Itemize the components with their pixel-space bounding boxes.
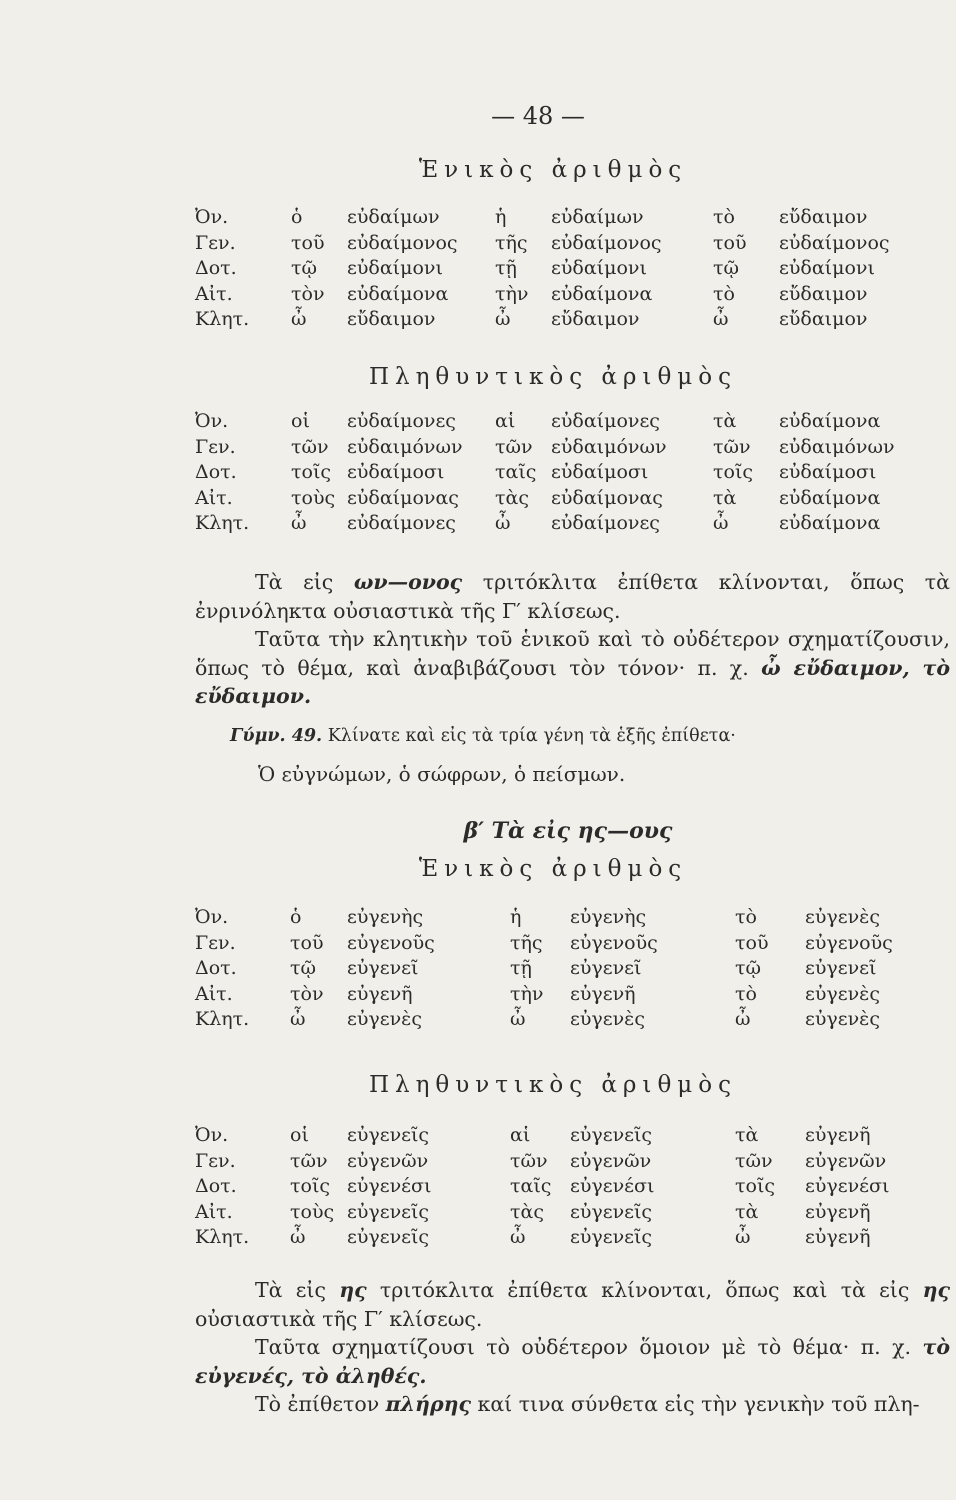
article-masc: τῷ [290, 957, 317, 979]
article-masc: ὦ [290, 1226, 306, 1248]
article-masc: ὁ [291, 206, 303, 228]
rule-text: Τὰ εἰς [255, 570, 354, 594]
article-masc: ὦ [290, 1008, 306, 1030]
rule-text: Τὰ εἰς [255, 1278, 340, 1302]
article-masc: τοὺς [290, 1200, 335, 1223]
form-neut: εὐγενοῦς [805, 931, 893, 954]
article-neut: τὰ [713, 410, 737, 432]
form-neut: εὐγενεῖ [805, 957, 877, 979]
article-fem: τῆς [510, 931, 543, 954]
table-row [195, 436, 915, 462]
article-neut: τὰ [735, 1200, 759, 1223]
article-neut: τῶν [713, 435, 751, 458]
article-fem: ὦ [495, 512, 511, 534]
rule-paragraphs-2 [195, 1276, 950, 1419]
case-label: Δοτ. [195, 257, 237, 279]
article-neut: τὸ [735, 982, 757, 1005]
case-label: Δοτ. [195, 1175, 237, 1197]
article-fem: ταῖς [510, 1175, 552, 1197]
article-neut: τὸ [735, 906, 757, 928]
article-masc: οἱ [290, 1124, 309, 1146]
case-label: Ὀν. [195, 1124, 229, 1146]
example-emphasis: ὦ εὔδαιμον, τὸ εὔδαιμον. [195, 655, 951, 708]
form-fem: εὐγενοῦς [570, 931, 658, 954]
declension-table-singular-1 [195, 206, 915, 334]
form-fem: εὐγενὲς [570, 1008, 645, 1030]
article-neut: τῷ [713, 257, 740, 279]
form-fem: εὐγενεῖς [570, 1124, 653, 1146]
case-label: Αἰτ. [195, 486, 233, 509]
ending-emphasis: ης [339, 1278, 367, 1302]
form-neut: εὐδαίμονος [779, 231, 890, 254]
exercise-text: Κλίνατε καὶ εἰς τὰ τρία γένη τὰ ἑξῆς ἐπίθετα· [322, 726, 736, 746]
ending-emphasis: ων—ονος [353, 570, 463, 594]
case-label: Δοτ. [195, 461, 237, 483]
form-fem: εὐδαίμονι [551, 257, 647, 279]
table-row [195, 232, 915, 258]
article-neut: ὦ [713, 512, 729, 534]
form-masc: εὐγενεῖ [347, 957, 419, 979]
table-row [195, 512, 915, 538]
article-neut: τοῦ [713, 231, 747, 254]
form-neut: εὐδαίμονι [779, 257, 875, 279]
form-masc: εὔδαιμον [347, 308, 436, 330]
form-fem: εὐδαιμόνων [551, 435, 667, 458]
form-masc: εὐγενὲς [347, 1008, 422, 1030]
article-masc: τοῖς [290, 1175, 331, 1197]
form-neut: εὐγενέσι [805, 1175, 890, 1197]
case-label: Αἰτ. [195, 982, 233, 1005]
form-neut: εὐδαίμονα [779, 410, 881, 432]
form-masc: εὐγενῶν [347, 1149, 429, 1172]
case-label: Γεν. [195, 931, 236, 954]
form-fem: εὐγενῆ [570, 982, 636, 1005]
declension-table-plural-1 [195, 410, 915, 538]
form-neut: εὐγενὲς [805, 1008, 880, 1030]
article-fem: τῇ [510, 957, 532, 979]
case-label: Κλητ. [195, 1226, 250, 1248]
page-number: — 48 — [491, 102, 585, 130]
article-fem: τὴν [495, 282, 529, 305]
article-masc: ὁ [290, 906, 302, 928]
table-row [195, 906, 915, 932]
singular-heading-2: Ἑνικὸς ἀριθμὸς [418, 856, 688, 882]
rule-text: οὐσιαστικὰ τῆς Γ′ κλίσεως. [195, 1306, 483, 1331]
article-neut: τοῖς [735, 1175, 776, 1197]
article-masc: τοὺς [291, 486, 336, 509]
article-neut: ὦ [735, 1226, 751, 1248]
article-fem: αἱ [495, 410, 516, 432]
article-fem: τῶν [510, 1149, 548, 1172]
article-fem: τὰς [510, 1200, 544, 1223]
table-row [195, 487, 915, 513]
form-masc: εὐγενεῖς [347, 1124, 430, 1146]
rule-paragraph [195, 1276, 950, 1333]
example-emphasis: τὸ εὐγενές, τὸ ἀληθές. [195, 1335, 950, 1388]
table-row [195, 932, 915, 958]
article-masc: τὸν [291, 282, 325, 305]
case-label: Ὀν. [195, 206, 229, 228]
article-fem: τὰς [495, 486, 529, 509]
form-masc: εὐγενέσι [347, 1175, 432, 1197]
declension-table-singular-2 [195, 906, 915, 1034]
table-row [195, 206, 915, 232]
form-masc: εὐδαίμονι [347, 257, 443, 279]
case-label: Κλητ. [195, 512, 250, 534]
table-row [195, 1124, 915, 1150]
form-masc: εὐδαίμονες [347, 512, 456, 534]
rule-paragraph [195, 1390, 950, 1419]
table-row [195, 1150, 915, 1176]
form-fem: εὐδαίμονες [551, 512, 660, 534]
form-neut: εὐγενῆ [805, 1124, 871, 1146]
table-row [195, 308, 915, 334]
singular-heading-1: Ἑνικὸς ἀριθμὸς [418, 157, 688, 183]
article-neut: τὸ [713, 206, 735, 228]
case-label: Ὀν. [195, 906, 229, 928]
case-label: Κλητ. [195, 1008, 250, 1030]
article-neut: τοῦ [735, 931, 769, 954]
article-fem: ὦ [510, 1008, 526, 1030]
ending-emphasis: ης [922, 1278, 950, 1302]
article-fem: τῶν [495, 435, 533, 458]
article-masc: οἱ [291, 410, 310, 432]
form-fem: εὔδαιμον [551, 308, 640, 330]
form-masc: εὐγενὴς [347, 906, 424, 928]
declension-table-plural-2 [195, 1124, 915, 1252]
case-label: Αἰτ. [195, 1200, 233, 1223]
rule-paragraphs-1 [195, 568, 950, 711]
table-row [195, 1175, 915, 1201]
article-masc: τῶν [290, 1149, 328, 1172]
exercise-label: Γύμν. 49. [230, 726, 323, 746]
form-fem: εὐδαίμων [551, 206, 644, 228]
form-neut: εὐγενὲς [805, 906, 880, 928]
rule-paragraph [195, 625, 950, 711]
form-neut: εὐγενῆ [805, 1226, 871, 1248]
form-neut: εὔδαιμον [779, 282, 868, 305]
rule-text: καί τινα σύνθετα εἰς τὴν γενικὴν τοῦ πλη- [470, 1392, 920, 1416]
case-label: Γεν. [195, 231, 236, 254]
form-fem: εὐδαίμοσι [551, 461, 649, 483]
form-fem: εὐδαίμονα [551, 282, 653, 305]
article-masc: τῶν [291, 435, 329, 458]
form-neut: εὐγενῶν [805, 1149, 887, 1172]
article-neut: τοῖς [713, 461, 754, 483]
form-masc: εὐδαίμονας [347, 486, 459, 509]
form-fem: εὐγενὴς [570, 906, 647, 928]
form-masc: εὐγενοῦς [347, 931, 435, 954]
article-fem: αἱ [510, 1124, 531, 1146]
article-fem: τῇ [495, 257, 517, 279]
article-fem: ταῖς [495, 461, 537, 483]
rule-text: Ταῦτα τὴν κλητικὴν τοῦ ἑνικοῦ καὶ τὸ οὐδέτερον σχηματίζουσιν, ὅπως τὸ θέμα, καὶ ἀναβιβάζουσι τὸν τόνον· π. χ. [195, 627, 950, 680]
article-fem: ἡ [510, 906, 522, 928]
case-label: Γεν. [195, 435, 236, 458]
exercise [230, 723, 736, 749]
table-row [195, 461, 915, 487]
form-neut: εὐδαίμονα [779, 486, 881, 509]
form-masc: εὐδαίμονα [347, 282, 449, 305]
article-fem: ὦ [495, 308, 511, 330]
article-masc: τῷ [291, 257, 318, 279]
rule-text: τριτόκλιτα ἐπίθετα κλίνονται, ὅπως καὶ τὰ εἰς [366, 1278, 923, 1302]
form-fem: εὐγενεῖς [570, 1226, 653, 1248]
form-masc: εὐδαίμονες [347, 410, 456, 432]
table-row [195, 1226, 915, 1252]
form-fem: εὐγενέσι [570, 1175, 655, 1197]
rule-paragraph [195, 568, 950, 625]
form-fem: εὐγενεῖς [570, 1200, 653, 1223]
form-fem: εὐδαίμονος [551, 231, 662, 254]
table-row [195, 410, 915, 436]
form-masc: εὐδαίμων [347, 206, 440, 228]
article-fem: ὦ [510, 1226, 526, 1248]
form-fem: εὐγενῶν [570, 1149, 652, 1172]
form-masc: εὐδαιμόνων [347, 435, 463, 458]
case-label: Κλητ. [195, 308, 250, 330]
form-fem: εὐδαίμονες [551, 410, 660, 432]
rule-text: τριτόκλιτα ἐπίθετα κλίνονται, ὅπως τὰ ἐνρινόληκτα οὐσιαστικὰ τῆς Γ′ κλίσεως. [195, 570, 950, 623]
article-fem: ἡ [495, 206, 507, 228]
form-masc: εὐδαίμονος [347, 231, 458, 254]
article-fem: τὴν [510, 982, 544, 1005]
form-masc: εὐγενῆ [347, 982, 413, 1005]
article-neut: τὰ [713, 486, 737, 509]
word-emphasis: πλήρης [385, 1392, 471, 1416]
article-masc: τοῦ [290, 931, 324, 954]
plural-heading-2: Πληθυντικὸς ἀριθμὸς [369, 1072, 737, 1098]
section-title-2: β′ Τὰ εἰς ης—ους [463, 818, 673, 844]
rule-text: Ταῦτα σχηματίζουσι τὸ οὐδέτερον ὅμοιον μὲ τὸ θέμα· π. χ. [255, 1335, 923, 1359]
article-neut: τὰ [735, 1124, 759, 1146]
table-row [195, 957, 915, 983]
case-label: Αἰτ. [195, 282, 233, 305]
article-masc: τοῖς [291, 461, 332, 483]
table-row [195, 257, 915, 283]
article-neut: τῷ [735, 957, 762, 979]
table-row [195, 983, 915, 1009]
table-row [195, 283, 915, 309]
form-neut: εὔδαιμον [779, 308, 868, 330]
form-neut: εὐγενῆ [805, 1200, 871, 1223]
rule-paragraph [195, 1333, 950, 1390]
article-fem: τῆς [495, 231, 528, 254]
case-label: Ὀν. [195, 410, 229, 432]
case-label: Δοτ. [195, 957, 237, 979]
article-masc: ὦ [291, 308, 307, 330]
article-neut: τὸ [713, 282, 735, 305]
form-neut: εὐδαιμόνων [779, 435, 895, 458]
plural-heading-1: Πληθυντικὸς ἀριθμὸς [369, 364, 737, 390]
form-masc: εὐδαίμοσι [347, 461, 445, 483]
form-neut: εὐδαίμοσι [779, 461, 877, 483]
form-fem: εὐδαίμονας [551, 486, 663, 509]
article-masc: ὦ [291, 512, 307, 534]
article-neut: ὦ [735, 1008, 751, 1030]
article-neut: τῶν [735, 1149, 773, 1172]
rule-text: Τὸ ἐπίθετον [255, 1392, 386, 1416]
article-masc: τοῦ [291, 231, 325, 254]
article-masc: τὸν [290, 982, 324, 1005]
table-row [195, 1201, 915, 1227]
form-masc: εὐγενεῖς [347, 1226, 430, 1248]
form-fem: εὐγενεῖ [570, 957, 642, 979]
exercise-examples: Ὁ εὐγνώμων, ὁ σώφρων, ὁ πείσμων. [258, 762, 626, 786]
form-neut: εὔδαιμον [779, 206, 868, 228]
article-neut: ὦ [713, 308, 729, 330]
case-label: Γεν. [195, 1149, 236, 1172]
form-masc: εὐγενεῖς [347, 1200, 430, 1223]
table-row [195, 1008, 915, 1034]
form-neut: εὐδαίμονα [779, 512, 881, 534]
form-neut: εὐγενὲς [805, 982, 880, 1005]
